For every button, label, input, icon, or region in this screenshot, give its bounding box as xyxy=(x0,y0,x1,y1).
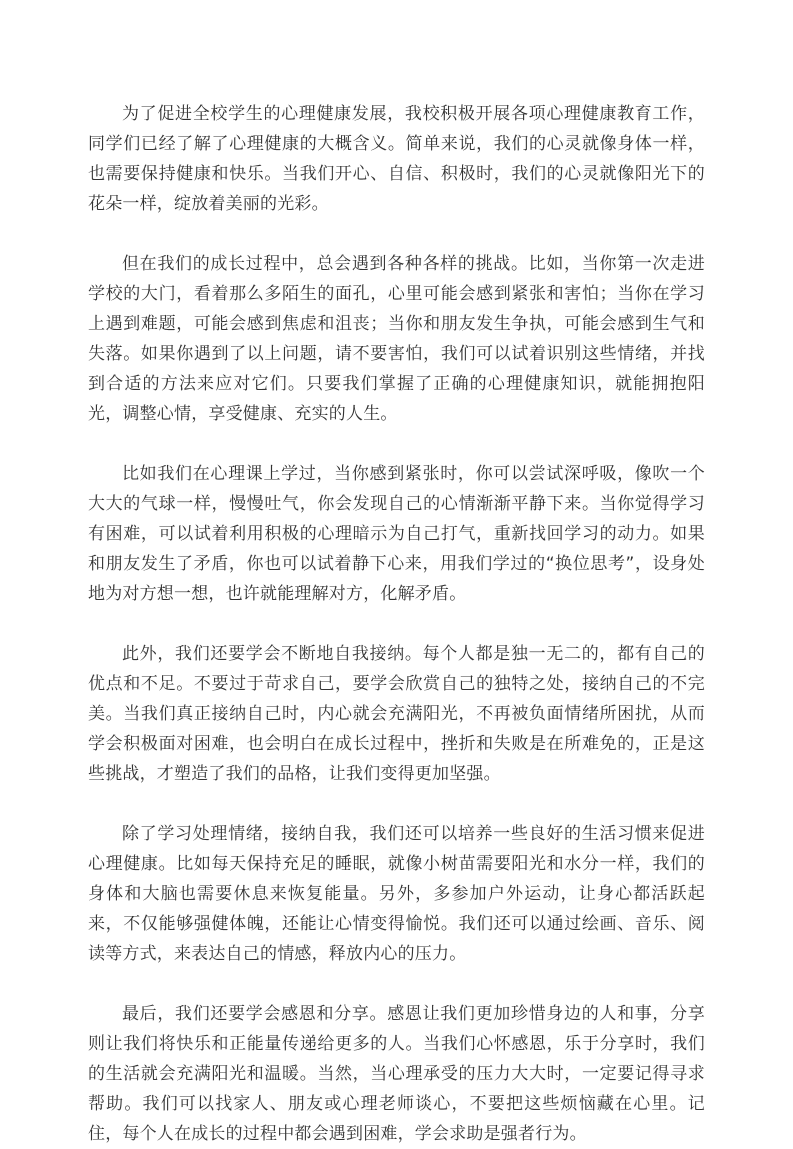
paragraph-gratitude-help: 最后，我们还要学会感恩和分享。感恩让我们更加珍惜身边的人和事，分享则让我们将快乐和正能量传递给更多的人。当我们心怀感恩，乐于分享时，我们的生活就会充满阳光和温暖。当然，当心理承受的压力大大时，一定要记得寻求帮助。我们可以找家人、朋友或心理老师谈心，不要把这些烦恼藏在心里。记住，每个人在成长的过程中都会遇到困难，学会求助是强者行为。 xyxy=(88,1004,705,1144)
paragraph-intro: 为了促进全校学生的心理健康发展，我校积极开展各项心理健康教育工作，同学们已经了解了心理健康的大概含义。简单来说，我们的心灵就像身体一样，也需要保持健康和快乐。当我们开心、自信、积极时，我们的心灵就像阳光下的花朵一样，绽放着美丽的光彩。 xyxy=(88,104,705,214)
paragraph-challenges: 但在我们的成长过程中，总会遇到各种各样的挑战。比如，当你第一次走进学校的大门，看着那么多陌生的面孔，心里可能会感到紧张和害怕；当你在学习上遇到难题，可能会感到焦虑和沮丧；当你和朋友发生争执，可能会感到生气和失落。如果你遇到了以上问题，请不要害怕，我们可以试着识别这些情绪，并找到合适的方法来应对它们。只要我们掌握了正确的心理健康知识，就能拥抱阳光，调整心情，享受健康、充实的人生。 xyxy=(88,254,705,424)
paragraph-self-acceptance: 此外，我们还要学会不断地自我接纳。每个人都是独一无二的，都有自己的优点和不足。不要过于苛求自己，要学会欣赏自己的独特之处，接纳自己的不完美。当我们真正接纳自己时，内心就会充满阳光，不再被负面情绪所困扰，从而学会积极面对困难，也会明白在成长过程中，挫折和失败是在所难免的，正是这些挑战，才塑造了我们的品格，让我们变得更加坚强。 xyxy=(88,644,705,784)
paragraph-coping-methods: 比如我们在心理课上学过，当你感到紧张时，你可以尝试深呼吸，像吹一个大大的气球一样，慢慢吐气，你会发现自己的心情渐渐平静下来。当你觉得学习有困难，可以试着利用积极的心理暗示为自己打气，重新找回学习的动力。如果和朋友发生了矛盾，你也可以试着静下心来，用我们学过的“换位思考”，设身处地为对方想一想，也许就能理解对方，化解矛盾。 xyxy=(88,464,705,604)
document-body xyxy=(88,99,705,1149)
paragraph-healthy-habits: 除了学习处理情绪，接纳自我，我们还可以培养一些良好的生活习惯来促进心理健康。比如每天保持充足的睡眠，就像小树苗需要阳光和水分一样，我们的身体和大脑也需要休息来恢复能量。另外，多参加户外运动，让身心都活跃起来，不仅能够强健体魄，还能让心情变得愉悦。我们还可以通过绘画、音乐、阅读等方式，来表达自己的情感，释放内心的压力。 xyxy=(88,824,705,964)
